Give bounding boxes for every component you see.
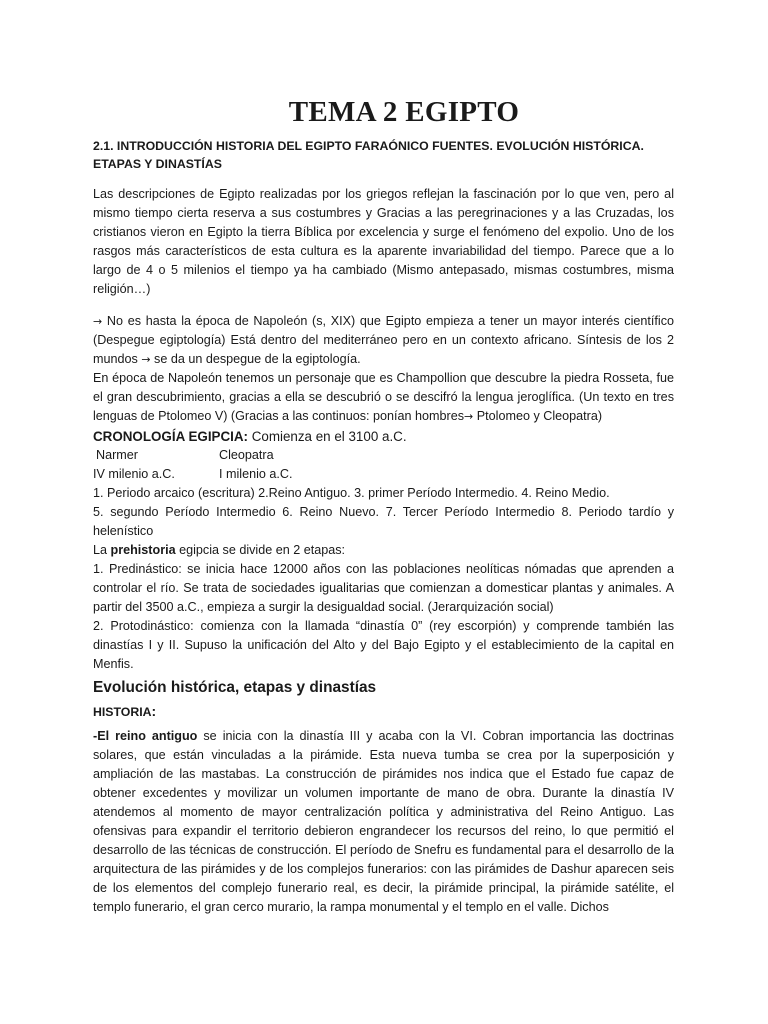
napoleon-text: No es hasta la época de Napoleón (s, XIX) que Egipto empieza a tener un mayor interés científico (Despegue egiptología) Está dentro del mediterráneo pero en un contexto africano. Síntesis de los 2 mundos — [93, 314, 674, 366]
arrow-icon: → — [464, 410, 474, 423]
timeline-row-dates — [93, 465, 674, 484]
paragraph-predinastico: 1. Predinástico: se inicia hace 12000 años con las poblaciones neolíticas nómadas que aprenden a controlar el río. Se trata de sociedades igualitarias que comienzan a domesticar plantas y animales. A partir del 3500 a.C., empieza a surgir la desigualdad social. (Jerarquización social) — [93, 562, 674, 614]
periodos-line-1: 1. Periodo arcaico (escritura) 2.Reino Antiguo. 3. primer Período Intermedio. 4. Reino Medio. — [93, 486, 610, 500]
arrow-icon: → — [141, 353, 151, 366]
prehistoria-post: egipcia se divide en 2 etapas: — [175, 543, 346, 557]
timeline-start-date: IV milenio a.C. — [93, 467, 175, 481]
paragraph-protodinastico: 2. Protodinástico: comienza con la llamada “dinastía 0” (rey escorpión) y comprende también las dinastías I y II. Supuso la unificación del Alto y del Bajo Egipto y el establecimiento de la capital en Menfis. — [93, 619, 674, 671]
cronologia-label: CRONOLOGÍA EGIPCIA: — [93, 429, 248, 444]
arrow-icon: → — [93, 315, 103, 328]
reino-antiguo-bold: -El reino antiguo — [93, 729, 198, 743]
periodos-line-2: 5. segundo Período Intermedio 6. Reino Nuevo. 7. Tercer Período Intermedio 8. Periodo tardío y helenístico — [93, 505, 674, 538]
napoleon-text-end: se da un despegue de la egiptología. — [150, 352, 361, 366]
reino-antiguo-text: se inicia con la dinastía III y acaba con la VI. Cobran importancia las doctrinas solares, que están vinculadas a la pirámide. Esta nueva tumba se crea por la superposición y ampliación de las mastabas. La construcción de pirámides nos indica que el Estado fue capaz de obtener excedentes y movilizar un volumen importante de mano de obra. Durante la dinastía IV atendemos al momento de mayor centralización política y administrativa del Reino Antiguo. Las ofensivas para expandir el territorio debieron engrandecer los recursos del reino, lo que permitió el desarrollo de las técnicas de construcción. El período de Snefru es fundamental para el desarrollo de la arquitectura de las pirámides y de los complejos funerarios: con las pirámides de Dashur aparecen seis de los elementos del complejo funerario real, es decir, la pirámide principal, la pirámide satélite, el templo funerario, el gran cerco murario, la rampa monumental y el templo en el valle. Dichos — [93, 729, 674, 914]
champollion-text: En época de Napoleón tenemos un personaje que es Champollion que descubre la piedra Rosseta, fue el gran descubrimiento, gracias a ella se descubrió o se descifró la lengua jeroglífica. (Un texto en tres lenguas de Ptolomeo V) (Gracias a las continuos: ponían hombres — [93, 371, 674, 423]
document-title: TEMA 2 EGIPTO — [288, 96, 520, 128]
cronologia-text: Comienza en el 3100 a.C. — [248, 429, 407, 444]
paragraph-intro: Las descripciones de Egipto realizadas por los griegos reflejan la fascinación por lo que ven, pero al mismo tiempo cierta reserva a sus costumbres y Gracias a las peregrinaciones y a las Cruzadas, los cristianos vieron en Egipto la tierra Bíblica por excelencia y surge el fenómeno del expolio. Uno de los rasgos más característicos de esta cultura es la aparente invariabilidad del tiempo. Parece que a lo largo de 4 o 5 milenios el tiempo ya ha cambiado (Mismo antepasado, mismas costumbres, misma religión…) — [93, 187, 674, 296]
cronologia-line — [93, 427, 674, 446]
section-heading: 2.1. INTRODUCCIÓN HISTORIA DEL EGIPTO FARAÓNICO FUENTES. EVOLUCIÓN HISTÓRICA. ETAPAS Y DINASTÍAS — [93, 139, 644, 171]
document-body — [93, 137, 674, 917]
paragraph-champollion — [93, 369, 674, 426]
paragraph-reino-antiguo — [93, 727, 674, 917]
timeline-start-name: Narmer — [96, 448, 138, 462]
prehistoria-pre: La — [93, 543, 111, 557]
historia-heading — [93, 702, 674, 722]
timeline-row-names — [93, 446, 674, 465]
champollion-text-end: Ptolomeo y Cleopatra) — [473, 409, 603, 423]
evolucion-heading: Evolución histórica, etapas y dinastías — [93, 679, 377, 696]
prehistoria-line — [93, 541, 674, 560]
historia-label: HISTORIA — [93, 705, 152, 719]
paragraph-napoleon — [93, 312, 674, 369]
timeline-end-name: Cleopatra — [219, 448, 274, 462]
timeline-end-date: I milenio a.C. — [219, 467, 293, 481]
prehistoria-bold: prehistoria — [110, 543, 176, 557]
historia-colon: : — [151, 703, 157, 719]
